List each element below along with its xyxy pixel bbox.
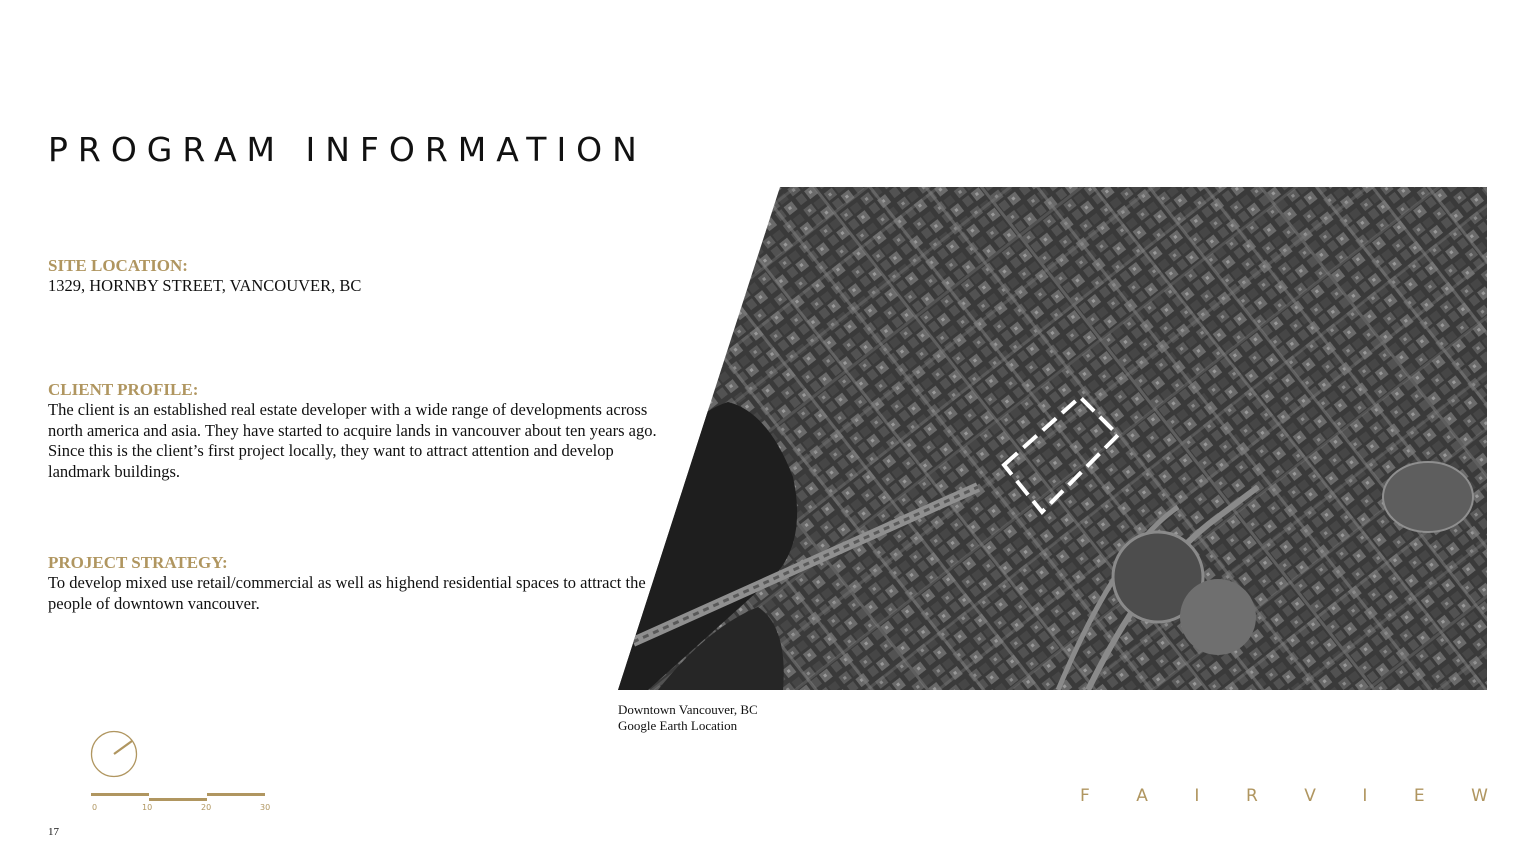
project-strategy-text: To develop mixed use retail/commercial as well as highend residential spaces to attract the people of downtown vancouver. [48, 573, 646, 613]
brand-letter: I [1362, 786, 1368, 806]
brand-letter: W [1471, 786, 1488, 806]
scale-label: 10 [142, 803, 153, 812]
map-caption-location: Downtown Vancouver, BC [618, 702, 758, 717]
scale-segment [149, 798, 207, 801]
brand-letter: A [1136, 786, 1148, 806]
brand-letter: E [1413, 786, 1425, 806]
brand-letter: I [1194, 786, 1200, 806]
scale-label: 20 [201, 803, 212, 812]
scale-segment [91, 793, 149, 796]
site-location-heading: SITE LOCATION: [48, 256, 188, 275]
compass-north-arrow-icon [88, 728, 140, 780]
brand-wordmark [1080, 786, 1488, 806]
scale-label: 0 [92, 803, 98, 812]
page-title: PROGRAM INFORMATION [48, 130, 647, 169]
site-location-section [48, 256, 658, 297]
brand-letter: V [1304, 786, 1316, 806]
brand-letter: R [1245, 786, 1258, 806]
client-profile-heading: CLIENT PROFILE: [48, 380, 199, 399]
scale-bar [88, 788, 278, 814]
client-profile-text: The client is an established real estate developer with a wide range of developments across north america and asia. They have started to acquire lands in vancouver about ten years ago. Since this is the client’s first project locally, they want to attract attention and develop landmark buildings. [48, 400, 657, 481]
scale-segment [207, 793, 265, 796]
project-strategy-heading: PROJECT STRATEGY: [48, 553, 228, 572]
site-location-text: 1329, HORNBY STREET, VANCOUVER, BC [48, 276, 362, 295]
page-number: 17 [48, 826, 59, 838]
aerial-map-image [618, 187, 1487, 690]
map-caption-source: Google Earth Location [618, 718, 738, 733]
brand-letter: F [1080, 786, 1090, 806]
client-profile-section [48, 380, 658, 482]
map-caption [618, 702, 758, 734]
project-strategy-section [48, 553, 658, 614]
scale-label: 30 [260, 803, 271, 812]
